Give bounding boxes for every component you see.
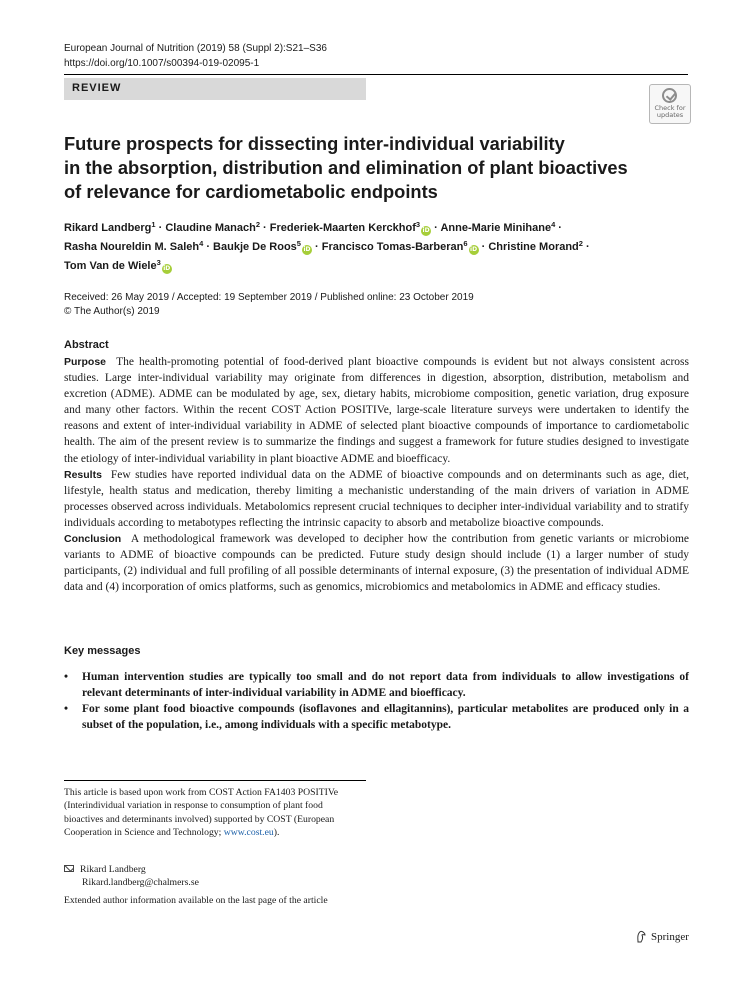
check-updates-icon (662, 88, 677, 103)
author-list (64, 219, 694, 276)
orcid-icon[interactable]: iD (303, 246, 311, 253)
key-messages-list (64, 669, 689, 733)
check-for-updates-badge[interactable]: Check for updates (649, 84, 691, 124)
list-item: • Human intervention studies are typically too small and do not report data from individuals to allow investigations of relevant determinants of inter-individual variability in ADME and bioefficacy. (64, 671, 689, 700)
author-line: Rikard Landberg$^1$ · Claudine Manach$^2$ · Frederiek-Maarten Kerckhof$^3$iD · Anne-Marie Minihane$^4$ · (64, 220, 562, 234)
author[interactable]: Frederiek-Maarten Kerckhof$^3$iD (269, 220, 430, 234)
springer-horse-icon (635, 930, 647, 943)
section-bar (64, 78, 366, 100)
abstract-body (64, 354, 689, 595)
footnote-rule (64, 780, 366, 781)
contact-name: Rikard Landberg (80, 864, 146, 875)
abstract-results: Results Few studies have reported individual data on the ADME of bioactive compounds and on determinants such as age, diet, lifestyle, health status and medication, thereby limiting a mechanistic understanding of the main drivers of variation in ADME processes observed across individuals. Metabolomics represent crucial techniques to decipher inter-individual variability and to stratify individuals according to metabotypes reflecting the intrinsic capacity to absorb and metabolize bioactive compounds. (64, 468, 690, 529)
contact-email[interactable]: Rikard.landberg@chalmers.se (82, 877, 199, 889)
title-line: of relevance for cardiometabolic endpoints (64, 181, 438, 202)
author[interactable]: Francisco Tomas-Barberan$^6$iD (321, 239, 478, 253)
author[interactable]: Rikard Landberg$^1$ (64, 220, 156, 234)
key-messages-heading: Key messages (64, 645, 141, 657)
title-line: Future prospects for dissecting inter-individual variability (64, 133, 565, 154)
copyright: © The Author(s) 2019 (64, 306, 160, 317)
date-history: Received: 26 May 2019 / Accepted: 19 September 2019 / Published online: 23 October 2019 (64, 292, 474, 303)
envelope-icon (64, 865, 74, 872)
bullet-icon: • (64, 703, 69, 716)
publication-dates (64, 291, 474, 319)
author-line: Rasha Noureldin M. Saleh$^4$ · Baukje De Roos$^5$iD · Francisco Tomas-Barberan$^6$iD · Christine Morand$^2$ · (64, 239, 590, 253)
footnote: This article is based upon work from COST Action FA1403 POSITIVe (Interindividual variation in response to consumption of plant food bioactives and determinants involved) supported by COST (European Cooperation in Science and Technology; www.cost.eu). (64, 787, 339, 839)
orcid-icon[interactable]: iD (163, 265, 171, 272)
doi-link[interactable]: https://doi.org/10.1007/s00394-019-02095-1 (64, 58, 260, 69)
section-label: REVIEW (72, 82, 122, 94)
author[interactable]: Anne-Marie Minihane$^4$ (440, 220, 556, 234)
author[interactable]: Claudine Manach$^2$ (165, 220, 260, 234)
article-title (64, 132, 664, 204)
author[interactable]: Baukje De Roos$^5$iD (213, 239, 311, 253)
author[interactable]: Rasha Noureldin M. Saleh$^4$ (64, 239, 204, 253)
bullet-icon: • (64, 671, 69, 683)
journal-header (64, 41, 327, 71)
cost-link[interactable]: www.cost.eu (223, 827, 274, 839)
author[interactable]: Christine Morand$^2$ (488, 239, 583, 253)
orcid-icon[interactable]: iD (422, 227, 430, 234)
title-line: in the absorption, distribution and elimination of plant bioactives (64, 157, 628, 178)
author-line (64, 257, 694, 276)
publisher-logo (635, 930, 689, 943)
author[interactable]: Tom Van de Wiele$^3$iD (64, 258, 171, 272)
corresponding-author (64, 863, 199, 890)
header-rule (64, 74, 688, 75)
abstract-heading: Abstract (64, 339, 109, 351)
journal-citation: European Journal of Nutrition (2019) 58 (Suppl 2):S21–S36 (64, 43, 327, 54)
extended-author-info: Extended author information available on the last page of the article (64, 895, 328, 906)
abstract-conclusion: Conclusion A methodological framework was developed to decipher how the contribution from genetic variants or microbiome variants to ADME of bioactive compounds can be predicted. Future study design should include (1) a larger number of study participants, (2) individual and full profiling of all possible determinants of internal exposure, (3) the presentation of individual ADME data and (4) incorporation of omics platforms, such as genomics, microbiomics and metabolomics in ADME and efficacy studies. (64, 533, 689, 594)
orcid-icon[interactable]: iD (470, 246, 478, 253)
list-item: • For some plant food bioactive compounds (isoflavones and ellagitannins), particular metabolites are produced only in a subset of the population, i.e., among individuals with a specific metabotype. (64, 703, 689, 732)
abstract-purpose: Purpose The health-promoting potential of food-derived plant bioactive compounds is evident but not always consistent across studies. Large inter-individual variability may originate from differences in digestion, absorption, distribution, metabolism and excretion (ADME). ADME can be modulated by age, sex, dietary habits, microbiome composition, genetic variation, drug exposure and many other factors. Within the recent COST Action POSITIVe, large-scale literature surveys were undertaken to identify the reasons and extent of inter-individual variability in ADME of selected plant bioactive compounds of importance to cardiometabolic health. The aim of the present review is to summarize the findings and suggest a framework for future studies designed to investigate the etiology of inter-individual variability in plant bioactive ADME and bioefficacy. (64, 356, 689, 465)
publisher-name: Springer (651, 930, 689, 943)
